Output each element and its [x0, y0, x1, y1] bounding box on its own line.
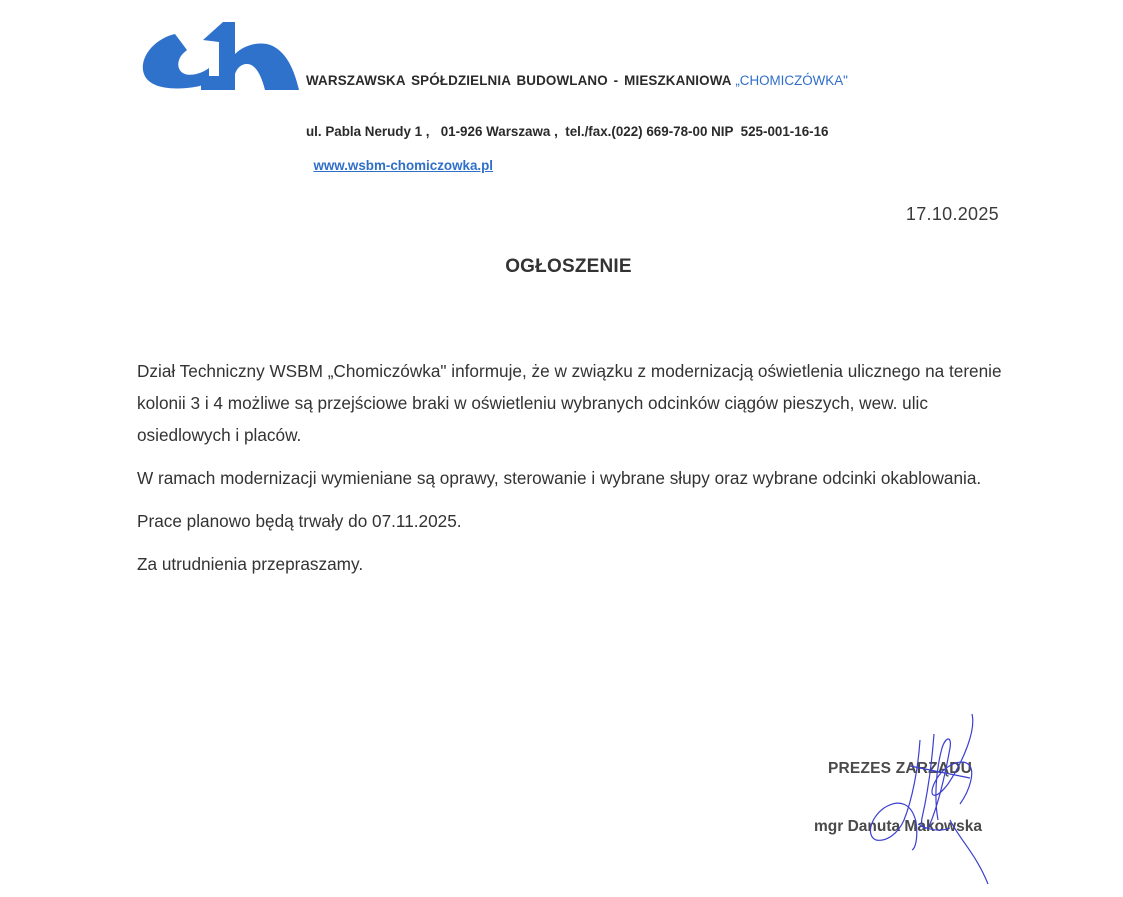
document-date: 17.10.2025 — [905, 204, 999, 224]
document-title: OGŁOSZENIE — [505, 256, 632, 277]
announcement-body — [137, 355, 1017, 591]
logo-c-shape — [143, 34, 209, 88]
wsbm-logo-icon — [135, 18, 305, 94]
signature-block — [800, 700, 1030, 890]
handwritten-signature-icon — [800, 700, 1030, 890]
signature-stroke — [922, 734, 951, 828]
paragraph: Za utrudnienia przepraszamy. — [137, 554, 364, 574]
paragraph: Prace planowo będą trwały do 07.11.2025. — [137, 511, 462, 531]
organization-line — [306, 72, 848, 89]
signature-stroke — [932, 714, 973, 804]
logo-h-shape — [201, 22, 299, 90]
paragraph: W ramach modernizacji wymieniane są oprawy, sterowanie i wybrane słupy oraz wybrane odcinki okablowania. — [137, 468, 982, 488]
letterhead — [306, 38, 848, 174]
address-line: ul. Pabla Nerudy 1 , 01-926 Warszawa , tel./fax.(022) 669-78-00 NIP 525-001-16-16 — [306, 124, 829, 139]
website-link[interactable]: www.wsbm-chomiczowka.pl — [313, 158, 494, 173]
signatory-name: mgr Danuta Makowska — [814, 818, 982, 835]
organization-short-name: „CHOMICZÓWKA" — [735, 73, 848, 88]
signatory-role: PREZES ZARZĄDU — [828, 760, 973, 777]
paragraph: Dział Techniczny WSBM „Chomiczówka" informuje, że w związku z modernizacją oświetlenia ulicznego na terenie kolonii 3 i 4 możliwe są przejściowe braki w oświetleniu wybranych odcinków ciągów pieszych, wew. ulic osiedlowych i placów. — [137, 361, 1002, 445]
organization-name: WARSZAWSKA SPÓŁDZIELNIA BUDOWLANO - MIESZKANIOWA — [306, 73, 732, 88]
